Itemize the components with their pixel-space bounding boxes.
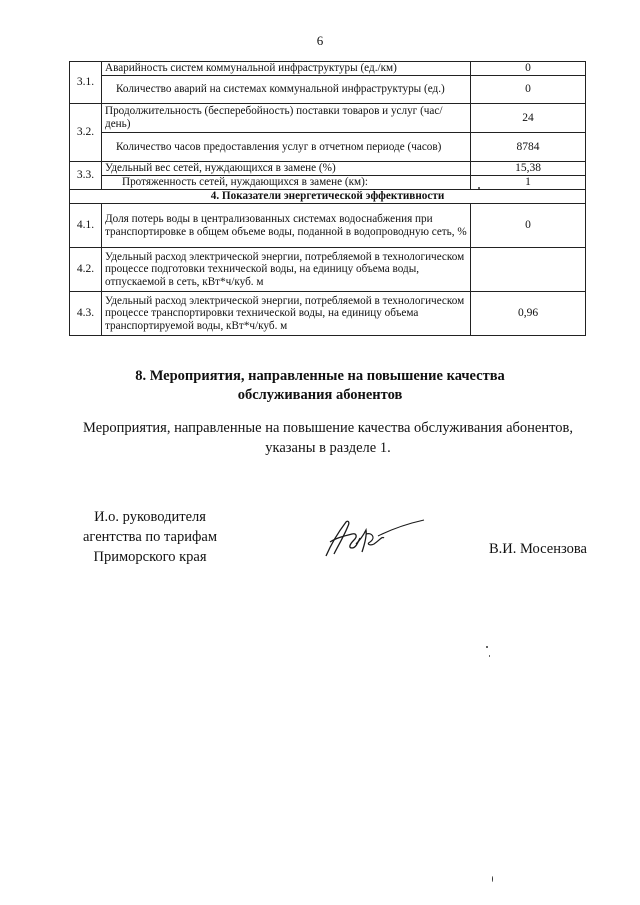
row-description: Продолжительность (бесперебойность) поставки товаров и услуг (час/день) <box>102 104 471 133</box>
row-description: Удельный расход электрической энергии, потребляемой в технологическом процессе транспортировки технической воды, на единицу объема транспортируемой воды, кВт*ч/куб. м <box>102 292 471 336</box>
row-value: 0 <box>471 204 586 248</box>
row-description: Аварийность систем коммунальной инфраструктуры (ед./км) <box>102 62 471 76</box>
paragraph-line: Мероприятия, направленные на повышение качества обслуживания абонентов, <box>83 420 573 436</box>
row-number: 3.3. <box>70 162 102 190</box>
row-value: 1 <box>471 176 586 190</box>
table-row <box>70 176 586 190</box>
body-paragraph <box>70 418 586 458</box>
table-row <box>70 76 586 104</box>
row-value: 0 <box>471 62 586 76</box>
table-row <box>70 248 586 292</box>
page-number: 6 <box>316 33 324 48</box>
row-number: 4.3. <box>70 292 102 336</box>
scan-speck <box>478 187 480 189</box>
section-8-heading <box>0 367 640 405</box>
table-row <box>70 133 586 162</box>
row-value: 8784 <box>471 133 586 162</box>
signatory-name: В.И. Мосензова <box>489 541 587 557</box>
paragraph-line: указаны в разделе 1. <box>265 440 391 456</box>
row-description: Количество аварий на системах коммунальной инфраструктуры (ед.) <box>102 76 471 104</box>
row-description: Доля потерь воды в централизованных системах водоснабжения при транспортировке в общем объеме воды, поданной в водопроводную сеть, % <box>102 204 471 248</box>
row-value: 0 <box>471 76 586 104</box>
table-row <box>70 292 586 336</box>
indicators-table <box>69 61 586 336</box>
table-row <box>70 104 586 133</box>
table-row <box>70 204 586 248</box>
row-description: Удельный вес сетей, нуждающихся в замене (%) <box>102 162 471 176</box>
heading-line: 8. Мероприятия, направленные на повышение качества <box>135 368 505 384</box>
row-value <box>471 248 586 292</box>
row-value: 15,38 <box>471 162 586 176</box>
handwritten-signature <box>320 512 430 562</box>
signatory-title-line: агентства по тарифам <box>83 529 217 545</box>
row-value: 0,96 <box>471 292 586 336</box>
scan-speck <box>492 876 493 882</box>
scan-speck <box>489 655 490 657</box>
heading-line: обслуживания абонентов <box>237 387 403 403</box>
signatory-title <box>70 507 230 567</box>
row-number: 3.1. <box>70 62 102 104</box>
row-description: Протяженность сетей, нуждающихся в замене (км): <box>102 176 471 190</box>
row-number: 3.2. <box>70 104 102 162</box>
signatory-title-line: И.о. руководителя <box>94 509 206 525</box>
row-number: 4.2. <box>70 248 102 292</box>
table-row <box>70 62 586 76</box>
section-header-row <box>70 190 586 204</box>
row-description: Удельный расход электрической энергии, потребляемой в технологическом процессе подготовки технической воды, на единицу объема воды, отпускаемой в сеть, кВт*ч/куб. м <box>102 248 471 292</box>
row-number: 4.1. <box>70 204 102 248</box>
row-description: Количество часов предоставления услуг в отчетном периоде (часов) <box>102 133 471 162</box>
section-4-title: 4. Показатели энергетической эффективности <box>70 190 586 204</box>
table-row <box>70 162 586 176</box>
signatory-title-line: Приморского края <box>93 549 207 565</box>
scan-speck <box>486 646 488 648</box>
row-value: 24 <box>471 104 586 133</box>
